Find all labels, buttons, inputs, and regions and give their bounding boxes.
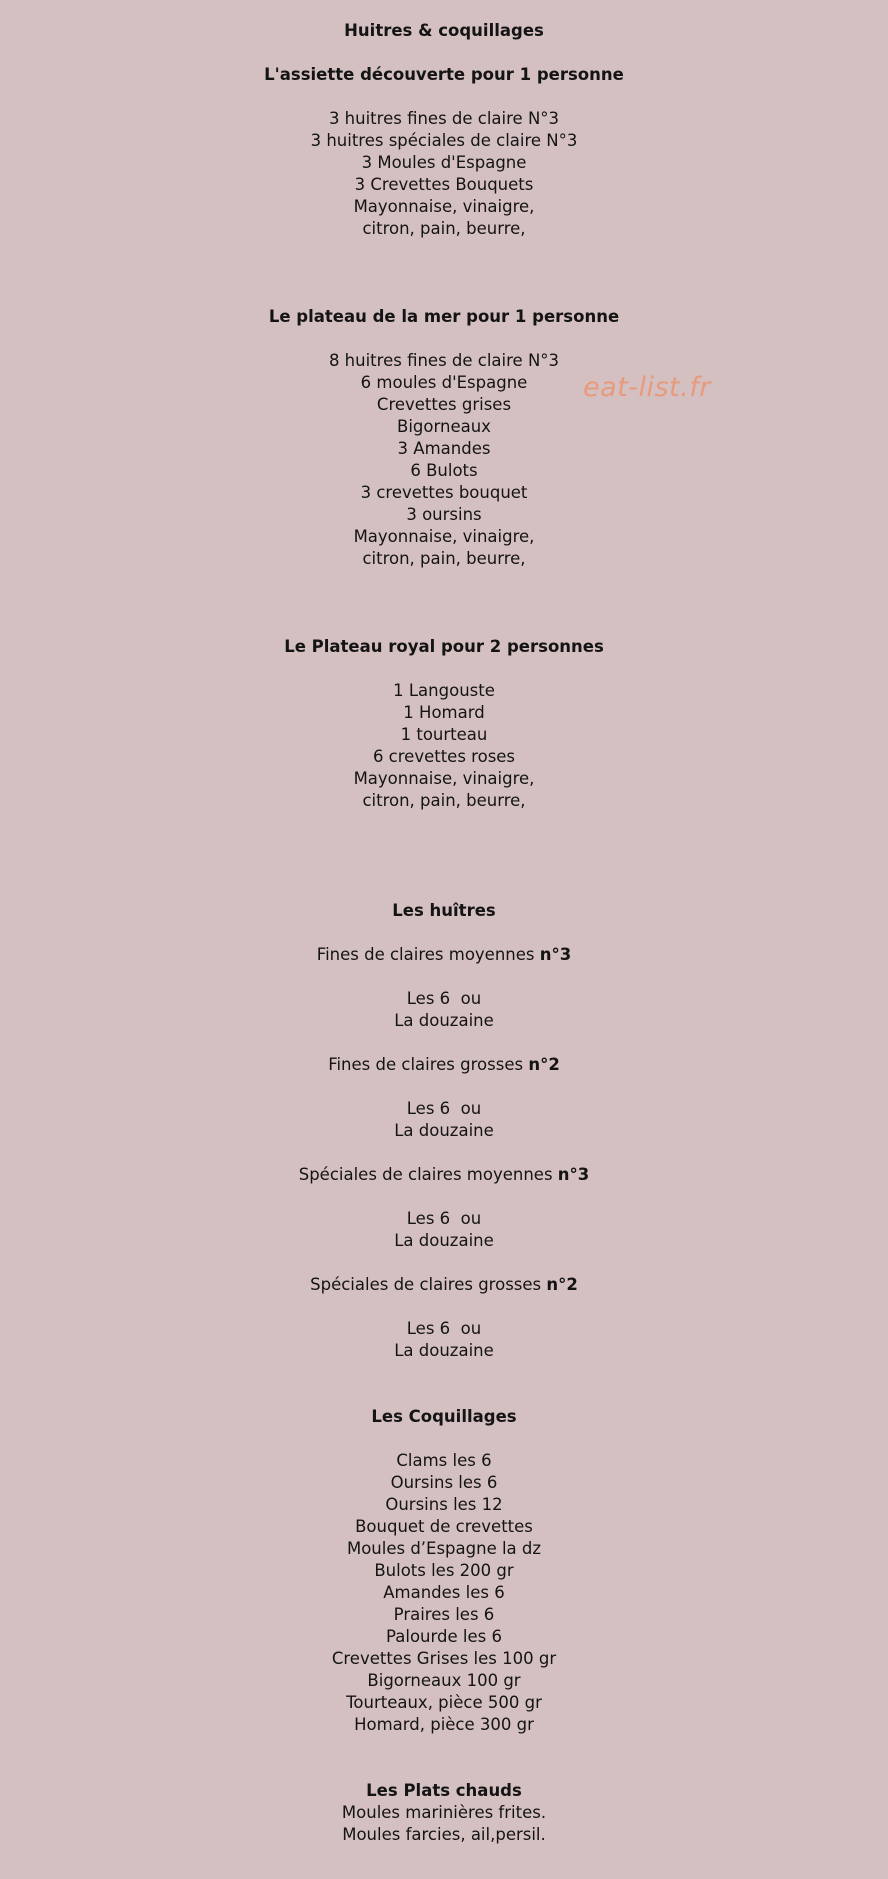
coquillage-item: Oursins les 12 [385,1495,503,1514]
assiette-item: 3 Crevettes Bouquets [354,175,534,194]
plateau-mer-item: citron, pain, beurre, [362,549,526,568]
huitre-option: La douzaine [394,1341,494,1360]
huitres-title: Les huîtres [392,901,496,920]
assiette-item: 3 Moules d'Espagne [361,153,527,172]
assiette-item: 3 huitres spéciales de claire N°3 [310,131,578,150]
assiette-item: 3 huitres fines de claire N°3 [328,109,560,128]
plateau-royal-item: 6 crevettes roses [372,747,516,766]
huitre-size: n°2 [546,1275,578,1294]
plateau-mer-item: 8 huitres fines de claire N°3 [328,351,560,370]
plateau-royal-item: 1 Homard [403,703,485,722]
coquillage-item: Praires les 6 [393,1605,495,1624]
plateau-mer-item: Crevettes grises [376,395,512,414]
assiette-item: Mayonnaise, vinaigre, [353,197,535,216]
plateau-mer-item: 6 moules d'Espagne [360,373,528,392]
plateau-mer-item: 3 oursins [406,505,482,524]
coquillage-item: Clams les 6 [396,1451,492,1470]
huitre-option: La douzaine [394,1121,494,1140]
huitre-option: La douzaine [394,1231,494,1250]
assiette-item: citron, pain, beurre, [362,219,526,238]
plat-chaud-item: Moules farcies, ail,persil. [342,1825,546,1844]
huitre-group-name: Fines de claires moyennes n°3 [316,945,572,964]
huitre-size: n°2 [528,1055,560,1074]
coquillage-item: Homard, pièce 300 gr [354,1715,534,1734]
assiette-title: L'assiette découverte pour 1 personne [264,65,624,84]
section-title: Huitres & coquillages [344,21,544,40]
plateau-royal-item: 1 tourteau [400,725,488,744]
coquillage-item: Bigorneaux 100 gr [367,1671,521,1690]
plateau-mer-title: Le plateau de la mer pour 1 personne [268,307,620,326]
plateau-mer-item: 6 Bulots [410,461,478,480]
huitre-group-name: Spéciales de claires moyennes n°3 [298,1165,590,1184]
coquillage-item: Amandes les 6 [383,1583,505,1602]
huitre-option: La douzaine [394,1011,494,1030]
coquillage-item: Tourteaux, pièce 500 gr [346,1693,542,1712]
coquillage-item: Palourde les 6 [386,1627,502,1646]
plateau-royal-item: Mayonnaise, vinaigre, [353,769,535,788]
huitre-size: n°3 [539,945,572,964]
coquillage-item: Moules d’Espagne la dz [346,1539,542,1558]
plateau-mer-item: 3 crevettes bouquet [360,483,528,502]
huitre-option: Les 6 ou [406,1209,482,1228]
plateau-royal-item: citron, pain, beurre, [362,791,526,810]
coquillage-item: Bouquet de crevettes [355,1517,533,1536]
plateau-mer-item: Mayonnaise, vinaigre, [353,527,535,546]
plateau-royal-title: Le Plateau royal pour 2 personnes [284,637,604,656]
coquillage-item: Crevettes Grises les 100 gr [331,1649,557,1668]
huitre-option: Les 6 ou [406,1319,482,1338]
coquillage-item: Oursins les 6 [390,1473,498,1492]
huitre-group-name: Spéciales de claires grosses n°2 [310,1275,578,1294]
huitre-size: n°3 [557,1165,590,1184]
huitre-option: Les 6 ou [406,989,482,1008]
huitre-group-name: Fines de claires grosses n°2 [328,1055,560,1074]
plateau-royal-item: 1 Langouste [393,681,495,700]
coquillage-item: Bulots les 200 gr [374,1561,514,1580]
huitre-option: Les 6 ou [406,1099,482,1118]
plat-chaud-item: Moules marinières frites. [341,1803,547,1822]
plateau-mer-item: 3 Amandes [397,439,491,458]
plateau-mer-item: Bigorneaux [397,417,491,436]
coquillages-title: Les Coquillages [371,1407,517,1426]
plats-chauds-title: Les Plats chauds [366,1781,522,1800]
watermark-logo: eat-list.fr [583,372,711,403]
